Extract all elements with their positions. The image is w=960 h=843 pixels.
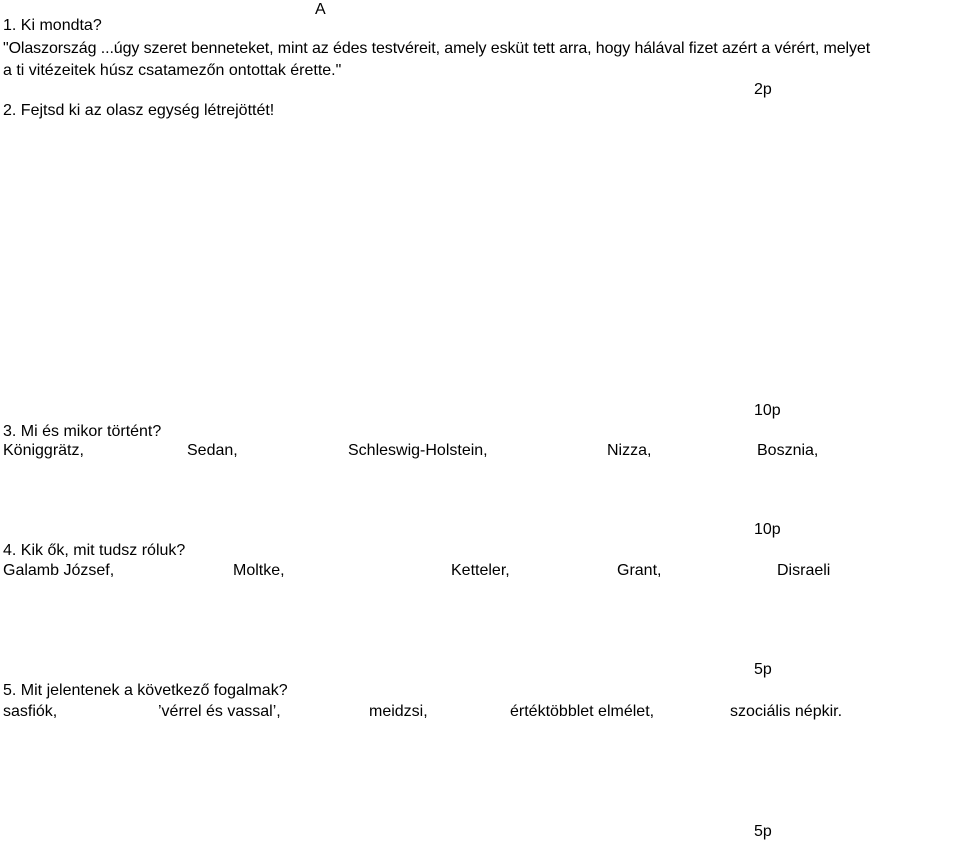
q3-item: Bosznia, bbox=[757, 442, 819, 459]
points-q1: 2p bbox=[754, 81, 772, 98]
question-1: 1. Ki mondta? bbox=[3, 17, 102, 34]
question-4: 4. Kik ők, mit tudsz róluk? bbox=[3, 542, 186, 559]
points-q5: 5p bbox=[754, 823, 772, 840]
quote-line-1: "Olaszország ...úgy szeret benneteket, mint az édes testvéreit, amely esküt tett arra, hogy hálával fizet azért a vérért, melyet bbox=[3, 40, 871, 57]
variant-label: A bbox=[315, 1, 326, 18]
q5-item: meidzsi, bbox=[369, 703, 428, 720]
q5-item: szociális népkir. bbox=[730, 703, 843, 720]
q4-item: Disraeli bbox=[777, 562, 831, 579]
q3-item: Schleswig-Holstein, bbox=[348, 442, 488, 459]
points-q3: 10p bbox=[754, 521, 781, 538]
points-q2: 10p bbox=[754, 402, 781, 419]
q3-item: Sedan, bbox=[187, 442, 238, 459]
q5-item: ’vérrel és vassal’, bbox=[158, 703, 281, 720]
q5-item: értéktöbblet elmélet, bbox=[510, 703, 655, 720]
q3-item: Nizza, bbox=[607, 442, 652, 459]
q3-item: Königgrätz, bbox=[3, 442, 84, 459]
question-5: 5. Mit jelentenek a következő fogalmak? bbox=[3, 682, 288, 699]
q4-item: Moltke, bbox=[233, 562, 285, 579]
quote-line-2: a ti vitézeitek húsz csatamezőn ontottak érette." bbox=[3, 62, 342, 79]
q4-item: Galamb József, bbox=[3, 562, 115, 579]
question-3: 3. Mi és mikor történt? bbox=[3, 423, 162, 440]
points-q4: 5p bbox=[754, 661, 772, 678]
q4-item: Ketteler, bbox=[451, 562, 510, 579]
question-2: 2. Fejtsd ki az olasz egység létrejöttét! bbox=[3, 102, 275, 119]
q5-item: sasfiók, bbox=[3, 703, 58, 720]
q4-item: Grant, bbox=[617, 562, 662, 579]
